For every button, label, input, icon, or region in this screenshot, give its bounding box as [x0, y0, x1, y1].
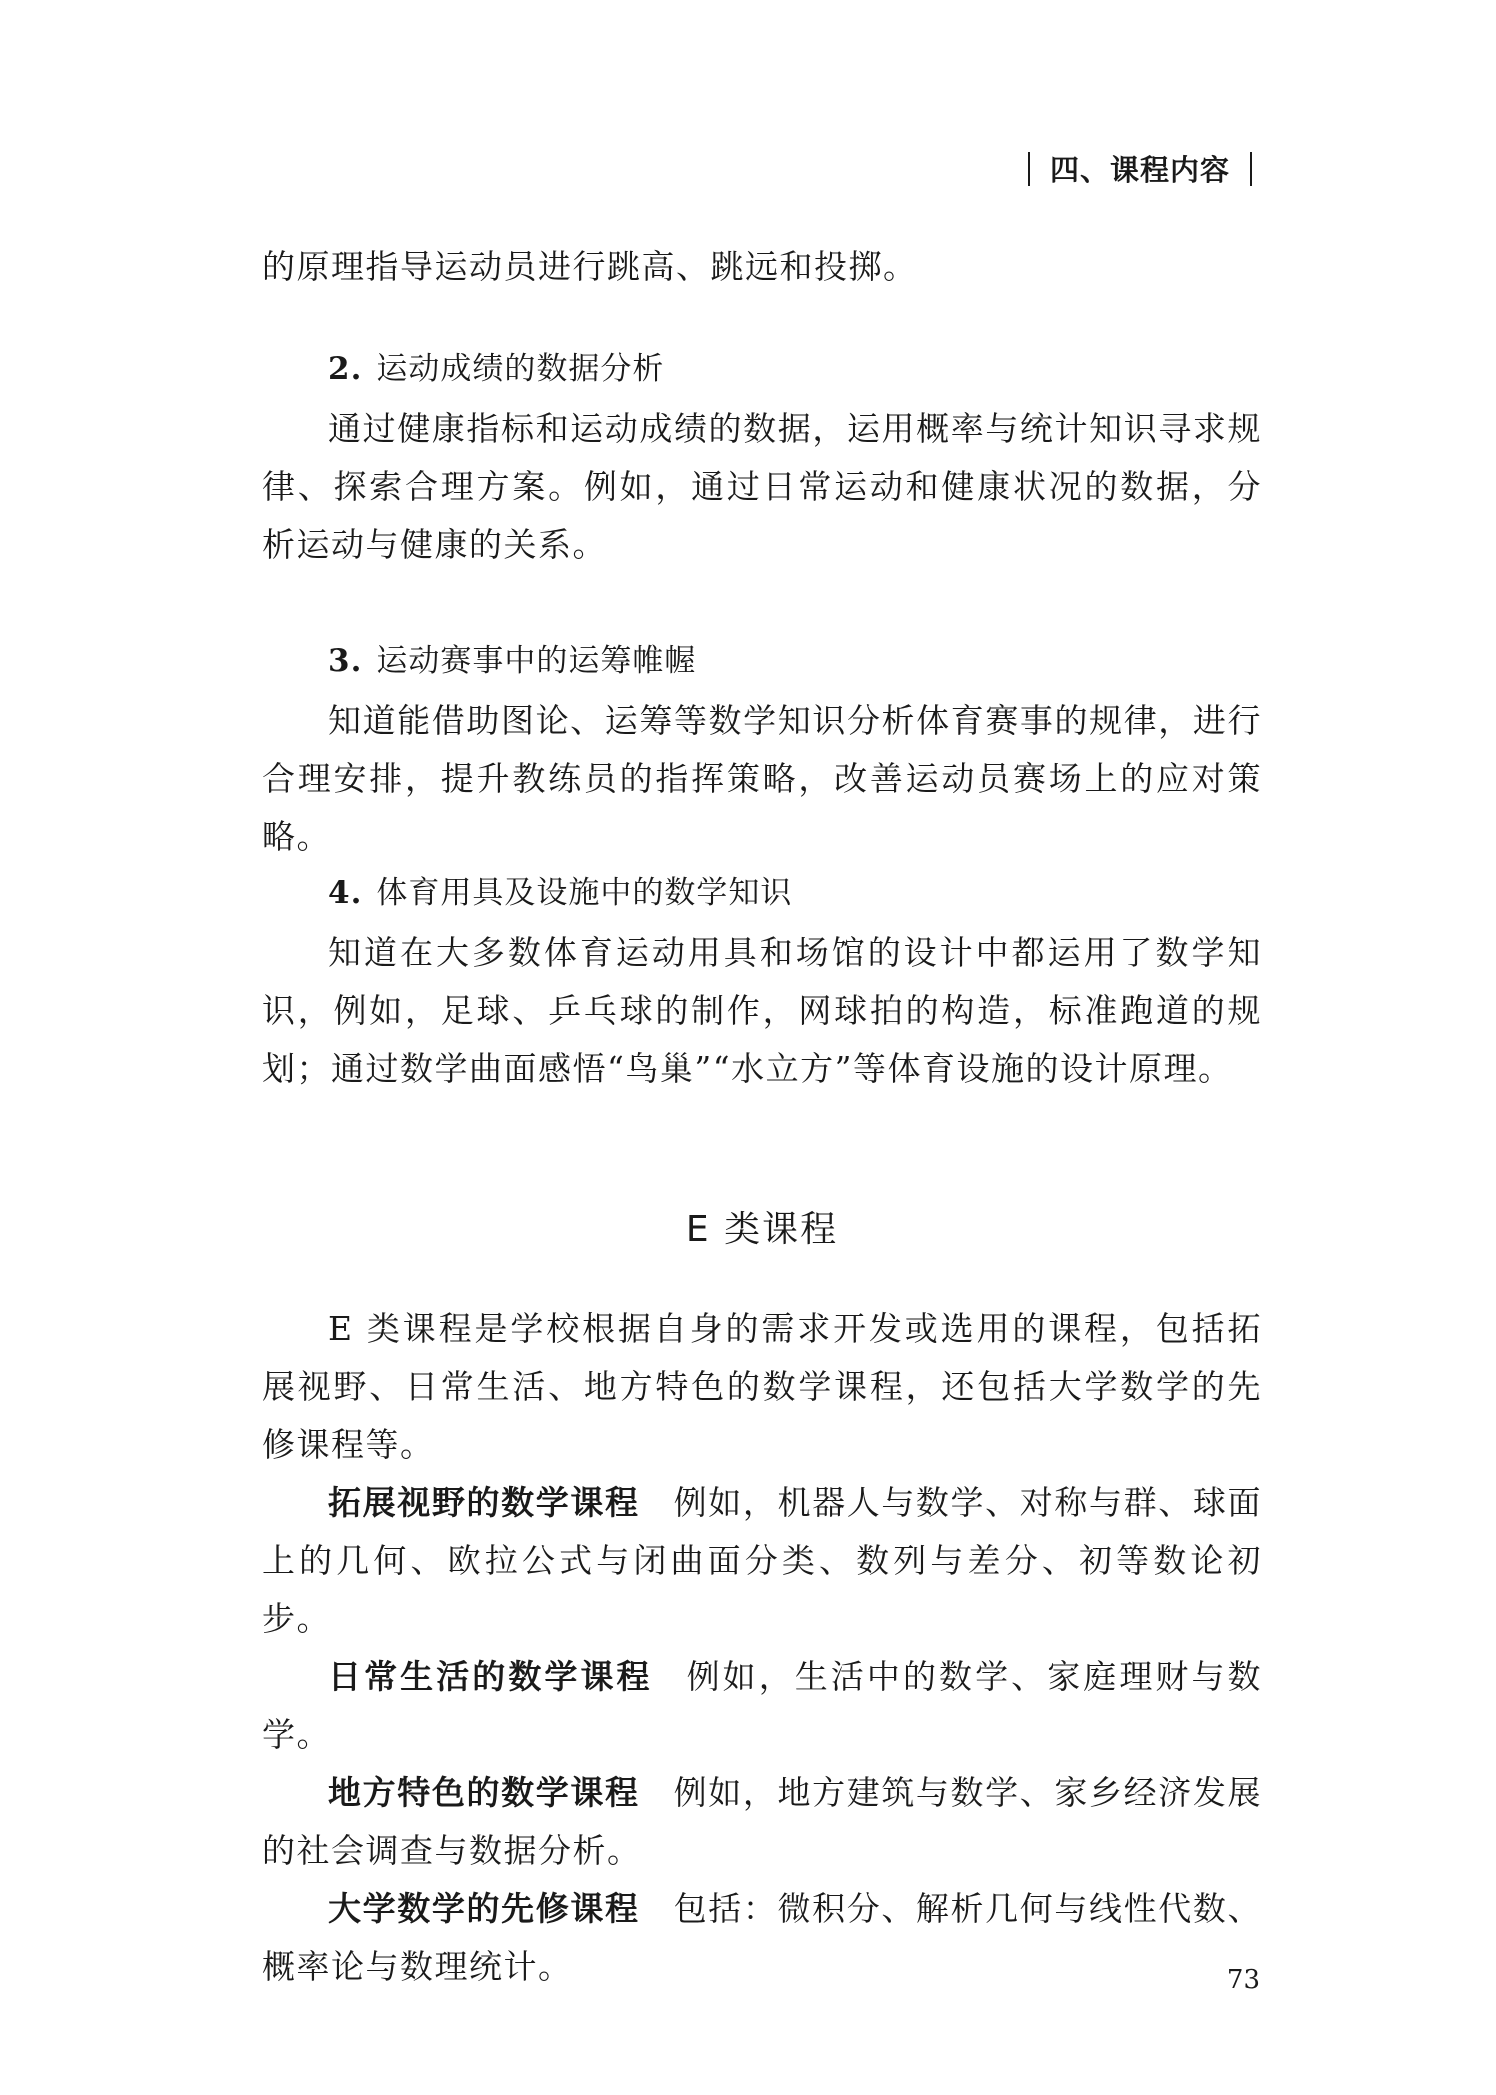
item-3-number: 3.	[328, 643, 363, 679]
entry-text: 包括：微积分、解析几何与线性代数、概率论与数理统计。	[262, 1889, 1263, 1986]
header-divider-left	[1028, 152, 1030, 186]
section-e-entry	[262, 1764, 1262, 1880]
entry-lead: 日常生活的数学课程	[328, 1657, 653, 1696]
item-2	[262, 340, 1262, 574]
item-2-heading	[262, 340, 1262, 398]
item-2-number: 2.	[328, 351, 363, 387]
section-e-title: E 类课程	[685, 1209, 839, 1250]
item-3-title: 运动赛事中的运筹帷幄	[376, 643, 697, 679]
continuation-paragraph: 的原理指导运动员进行跳高、跳远和投掷。	[262, 247, 918, 286]
section-e-entry	[262, 1880, 1262, 1996]
item-4-title: 体育用具及设施中的数学知识	[376, 875, 793, 911]
section-e-entry	[262, 1648, 1262, 1764]
entry-text: 例如，生活中的数学、家庭理财与数学。	[262, 1657, 1262, 1754]
continuation-block	[262, 238, 1262, 296]
item-2-paragraph: 通过健康指标和运动成绩的数据，运用概率与统计知识寻求规律、探索合理方案。例如，通过日常运动和健康状况的数据，分析运动与健康的关系。	[262, 409, 1262, 564]
section-e-entry	[262, 1474, 1262, 1648]
item-3-paragraph: 知道能借助图论、运筹等数学知识分析体育赛事的规律，进行合理安排，提升教练员的指挥策略，改善运动员赛场上的应对策略。	[262, 701, 1262, 856]
item-4-number: 4.	[328, 875, 363, 911]
entry-lead: 地方特色的数学课程	[328, 1773, 640, 1812]
item-2-title: 运动成绩的数据分析	[376, 351, 665, 387]
section-e	[262, 1200, 1262, 1996]
item-3-heading	[262, 632, 1262, 690]
header-divider-right	[1250, 152, 1252, 186]
entry-text: 例如，机器人与数学、对称与群、球面上的几何、欧拉公式与闭曲面分类、数列与差分、初等数论初步。	[262, 1483, 1263, 1638]
page-number: 73	[1226, 1965, 1260, 1995]
entry-text: 例如，地方建筑与数学、家乡经济发展的社会调查与数据分析。	[262, 1773, 1263, 1870]
entry-lead: 拓展视野的数学课程	[328, 1483, 640, 1522]
item-4-heading	[262, 864, 1262, 922]
entry-lead: 大学数学的先修课程	[328, 1889, 640, 1928]
running-header	[1008, 148, 1272, 189]
running-header-title: 四、课程内容	[1049, 153, 1230, 187]
item-4-paragraph: 知道在大多数体育运动用具和场馆的设计中都运用了数学知识，例如，足球、乒乓球的制作，网球拍的构造，标准跑道的规划；通过数学曲面感悟“鸟巢”“水立方”等体育设施的设计原理。	[262, 933, 1262, 1088]
item-4	[262, 864, 1262, 1098]
item-3	[262, 632, 1262, 866]
section-e-intro: E 类课程是学校根据自身的需求开发或选用的课程，包括拓展视野、日常生活、地方特色的数学课程，还包括大学数学的先修课程等。	[262, 1309, 1262, 1464]
